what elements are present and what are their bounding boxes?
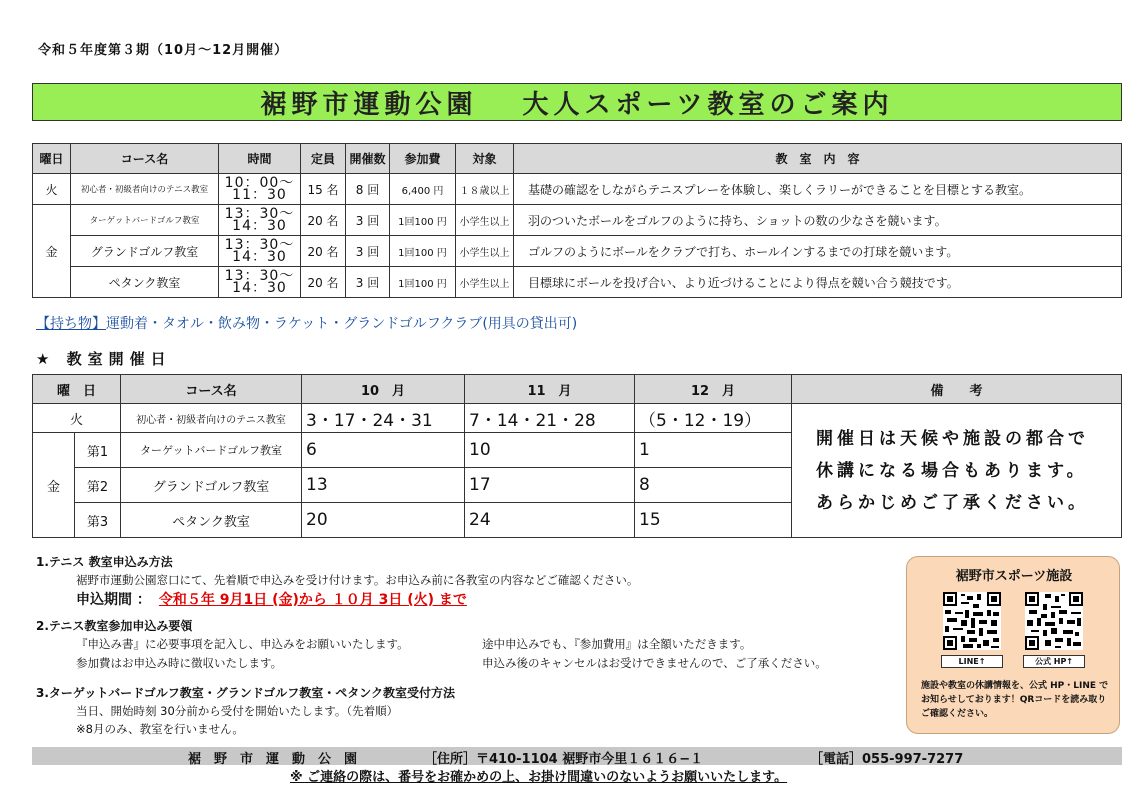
fee-cell: 6,400 円 (390, 174, 456, 205)
nov-dates: 10 (465, 433, 635, 468)
course-cell: ペタンク教室 (121, 503, 302, 538)
content-cell: ゴルフのようにボールをクラブで打ち、ホールインするまでの打球を競います。 (514, 236, 1122, 267)
course-table (32, 143, 1122, 298)
belongings-line (36, 313, 577, 333)
course-cell: ペタンク教室 (71, 267, 219, 298)
target-cell: 小学生以上 (456, 205, 514, 236)
time-cell (219, 236, 301, 267)
section-2-text: 申込み後のキャンセルはお受けできませんので、ご了承ください。 (482, 656, 827, 670)
footer-facility-name: 裾 野 市 運 動 公 園 (188, 752, 358, 767)
footer-bar (32, 747, 1122, 765)
official-hp-qr-label: 公式 HP↑ (1023, 655, 1085, 668)
sessions-cell: 3 回 (346, 267, 390, 298)
dec-dates: 15 (635, 503, 792, 538)
course-cell: グランドゴルフ教室 (71, 236, 219, 267)
sports-facility-note: 施設や教室の休講情報を、公式 HP・LINE でお知らせしております！QRコードを読み取りご確認ください。 (921, 681, 1109, 719)
day-cell: 火 (33, 174, 71, 205)
period-heading: 令和５年度第３期（10月～12月開催） (38, 43, 289, 58)
oct-dates: 20 (302, 503, 465, 538)
col-oct: 10 月 (302, 375, 465, 404)
application-period-label: 申込期間 ： (76, 592, 151, 608)
belongings-label: 【持ち物】 (36, 316, 106, 332)
course-table-header (33, 144, 1122, 174)
oct-dates: 6 (302, 433, 465, 468)
application-period (76, 589, 467, 609)
target-cell: １８歳以上 (456, 174, 514, 205)
remarks-line: 開催日は天候や施設の都合で (816, 428, 1089, 449)
course-cell: ターゲットバードゴルフ教室 (121, 433, 302, 468)
time-cell (219, 267, 301, 298)
sessions-cell: 8 回 (346, 174, 390, 205)
col-day: 曜日 (33, 144, 71, 174)
col-target: 対象 (456, 144, 514, 174)
col-sessions: 開催数 (346, 144, 390, 174)
nov-dates: 17 (465, 468, 635, 503)
section-2-text: 途中申込みでも、『参加費用』は全額いただきます。 (482, 637, 752, 651)
content-cell: 目標球にボールを投げ合い、より近づけることにより得点を競い合う競技です。 (514, 267, 1122, 298)
remarks-line: あらかじめご了承ください。 (816, 492, 1089, 513)
col-content: 教 室 内 容 (514, 144, 1122, 174)
session-number: 第1 (75, 433, 121, 468)
section-1-text: 裾野市運動公園窓口にて、先着順で申込みを受け付けます。お申込み前に各教室の内容などご確認ください。 (76, 573, 639, 587)
capacity-cell: 20 名 (301, 267, 346, 298)
section-2-text: 『申込み書』に必要事項を記入し、申込みをお願いいたします。 (76, 637, 409, 651)
section-2-heading: 2.テニス教室参加申込み要領 (36, 619, 193, 633)
session-number: 第2 (75, 468, 121, 503)
time-end: 11：30 (232, 187, 287, 203)
col-dec: 12 月 (635, 375, 792, 404)
belongings-items: 運動着・タオル・飲み物・ラケット・グランドゴルフクラブ(用具の貸出可) (106, 316, 578, 332)
line-qr-label: LINE↑ (941, 655, 1003, 668)
col-fee: 参加費 (390, 144, 456, 174)
time-end: 14：30 (232, 218, 287, 234)
col-nov: 11 月 (465, 375, 635, 404)
sports-facility-title: 裾野市スポーツ施設 (955, 569, 1073, 584)
page-title-banner: 裾野市運動公園 大人スポーツ教室のご案内 (32, 83, 1122, 121)
day-cell: 金 (33, 205, 71, 298)
dec-dates: 8 (635, 468, 792, 503)
time-start: 13：30～ (224, 268, 295, 284)
table-row (33, 174, 1122, 205)
day-cell: 火 (33, 404, 121, 433)
section-1-heading: 1.テニス 教室申込み方法 (36, 555, 173, 569)
section-3-text: 当日、開始時刻 30分前から受付を開始いたします。（先着順） (76, 704, 399, 718)
time-end: 14：30 (232, 249, 287, 265)
dec-dates: 1 (635, 433, 792, 468)
table-row (33, 205, 1122, 236)
remarks-note (792, 404, 1122, 538)
col-day: 曜 日 (33, 375, 121, 404)
sessions-cell: 3 回 (346, 236, 390, 267)
table-row (33, 404, 1122, 433)
section-3-text: ※8月のみ、教室を行いません。 (76, 722, 244, 736)
dec-dates: （5・12・19） (635, 404, 792, 433)
target-cell: 小学生以上 (456, 236, 514, 267)
sessions-cell: 3 回 (346, 205, 390, 236)
table-row (33, 236, 1122, 267)
schedule-table (32, 374, 1122, 538)
day-cell: 金 (33, 433, 75, 538)
fee-cell: 1回100 円 (390, 267, 456, 298)
line-qr-code-icon[interactable] (943, 591, 1001, 651)
time-end: 14：30 (232, 280, 287, 296)
official-hp-qr-code-icon[interactable] (1025, 591, 1083, 651)
course-cell: 初心者・初級者向けのテニス教室 (71, 174, 219, 205)
target-cell: 小学生以上 (456, 267, 514, 298)
nov-dates: 24 (465, 503, 635, 538)
footer-address: ［住所］〒410-1104 裾野市今里１６１６−１ (424, 752, 704, 767)
content-cell: 羽のついたボールをゴルフのように持ち、ショットの数の少なさを競います。 (514, 205, 1122, 236)
session-number: 第3 (75, 503, 121, 538)
schedule-header (33, 375, 1122, 404)
course-cell: 初心者・初級者向けのテニス教室 (121, 404, 302, 433)
footer-note: ※ ご連絡の際は、番号をお確かめの上、お掛け間違いのないようお願いいたします。 (290, 770, 788, 785)
schedule-title: ★ 教室開催日 (36, 350, 172, 368)
application-period-value: 令和５年 9月1日 (金)から １０月 3日 (火) まで (158, 592, 467, 608)
col-time: 時間 (219, 144, 301, 174)
capacity-cell: 20 名 (301, 236, 346, 267)
time-start: 13：30～ (224, 237, 295, 253)
oct-dates: 3・17・24・31 (302, 404, 465, 433)
col-course: コース名 (71, 144, 219, 174)
col-course: コース名 (121, 375, 302, 404)
course-cell: グランドゴルフ教室 (121, 468, 302, 503)
time-start: 10：00～ (224, 175, 295, 191)
col-capacity: 定員 (301, 144, 346, 174)
oct-dates: 13 (302, 468, 465, 503)
fee-cell: 1回100 円 (390, 205, 456, 236)
fee-cell: 1回100 円 (390, 236, 456, 267)
col-remarks: 備 考 (792, 375, 1122, 404)
section-2-text: 参加費はお申込み時に徴収いたします。 (76, 656, 283, 670)
course-cell: ターゲットバードゴルフ教室 (71, 205, 219, 236)
time-cell (219, 174, 301, 205)
time-cell (219, 205, 301, 236)
sports-facility-box (906, 556, 1120, 734)
nov-dates: 7・14・21・28 (465, 404, 635, 433)
table-row (33, 267, 1122, 298)
remarks-line: 休講になる場合もあります。 (816, 460, 1088, 481)
capacity-cell: 20 名 (301, 205, 346, 236)
section-3-heading: 3.ターゲットバードゴルフ教室・グランドゴルフ教室・ペタンク教室受付方法 (36, 686, 455, 700)
capacity-cell: 15 名 (301, 174, 346, 205)
time-start: 13：30～ (224, 206, 295, 222)
footer-phone: ［電話］055-997-7277 (810, 752, 964, 767)
content-cell: 基礎の確認をしながらテニスプレーを体験し、楽しくラリーができることを目標とする教室。 (514, 174, 1122, 205)
